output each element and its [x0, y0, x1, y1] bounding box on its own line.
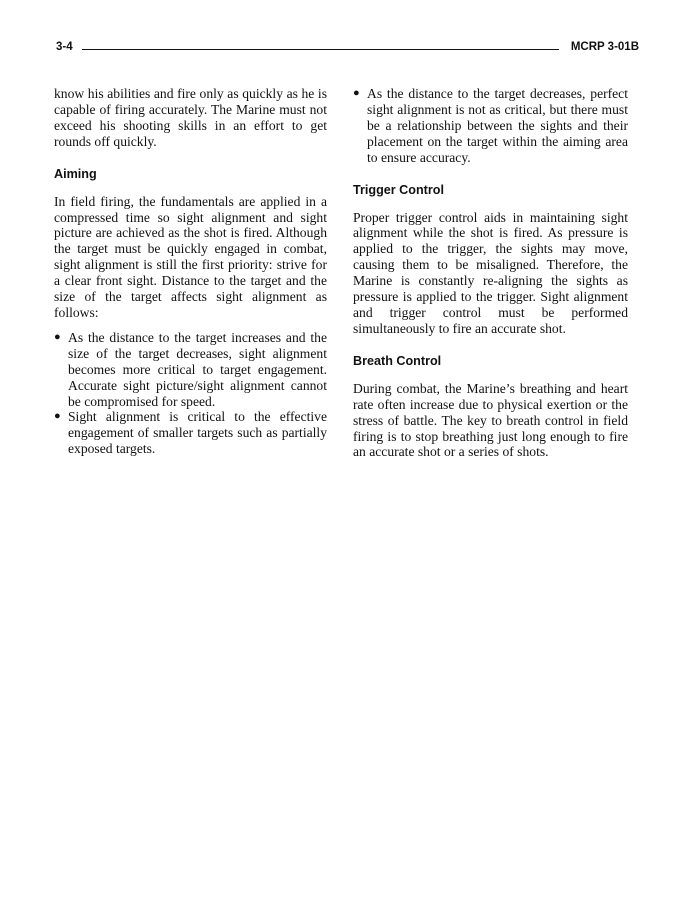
list-item — [353, 86, 628, 166]
bullet-text: Sight alignment is critical to the effective engagement of smaller targets such as partially exposed targets. — [68, 409, 327, 457]
bullet-icon: ● — [54, 410, 61, 423]
aiming-paragraph: In field firing, the fundamentals are applied in a compressed time so sight alignment and sight picture are achieved as the shot is fired. Although the target must be quickly engaged in combat, sight alignment is still the first priority: strive for a clear front sight. Distance to the target and the size of the target affects sight alignment as follows: — [54, 193, 327, 320]
document-id: MCRP 3-01B — [565, 41, 639, 53]
aiming-heading: Aiming — [54, 166, 97, 181]
bullet-text: As the distance to the target decreases, perfect sight alignment is not as critical, but there must be a relationship between the sights and their placement on the target within the aiming area to ensure accuracy. — [367, 86, 628, 165]
bullet-text: As the distance to the target increases and the size of the target decreases, sight alignment becomes more critical to target engagement. Accurate sight picture/sight alignment cannot be compromised for speed. — [68, 329, 327, 409]
header-rule — [82, 49, 559, 50]
page-number: 3-4 — [56, 41, 79, 53]
breath-control-heading: Breath Control — [353, 353, 442, 368]
trigger-control-heading: Trigger Control — [353, 182, 444, 197]
right-column — [353, 86, 628, 460]
page-header — [56, 38, 639, 60]
right-bullet-list — [353, 86, 628, 166]
trigger-control-paragraph: Proper trigger control aids in maintaining sight alignment while the shot is fired. As pressure is applied to the trigger, the sights may move, causing them to be misaligned. Therefore, the Marine is constantly re-aligning the sights as pressure is applied to the trigger. Sight alignment and trigger control must be performed simultaneously to fire an accurate shot. — [353, 209, 628, 336]
intro-paragraph: know his abilities and fire only as quickly as he is capable of firing accurately. The Marine must not exceed his shooting skills in an effort to get rounds off quickly. — [54, 86, 327, 149]
breath-control-paragraph: During combat, the Marine’s breathing and heart rate often increase due to physical exertion or the stress of battle. The key to breath control in field firing is to stop breathing just long enough to fire an accurate shot or a series of shots. — [353, 380, 628, 460]
list-item — [54, 330, 327, 410]
bullet-icon: ● — [353, 87, 360, 99]
list-item — [54, 409, 327, 457]
left-column — [54, 86, 327, 457]
bullet-icon: ● — [54, 330, 61, 343]
aiming-bullet-list — [54, 330, 327, 457]
